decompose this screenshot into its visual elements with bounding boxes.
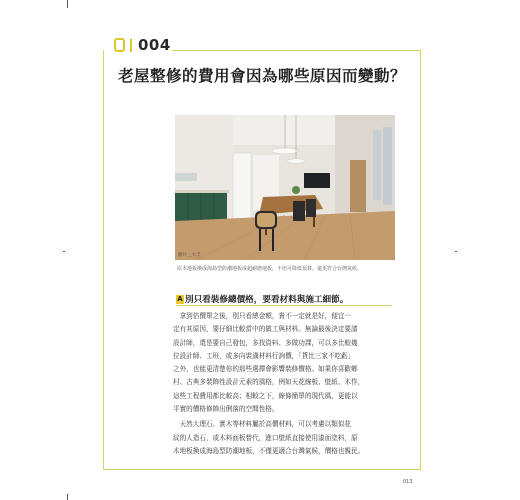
- question-divider: [130, 39, 132, 52]
- body-line: 村、古典多裝飾性設計元素的風格，例如天花線板、壁紙、木作，: [173, 378, 365, 387]
- body-line: 拿到估價單之後，別只看總金額，貴不一定就是好，便宜一: [173, 312, 352, 320]
- crop-mark: [63, 251, 65, 252]
- body-line: 定有其原因，要仔細比較當中的做工與材料。無論最後決定要請: [173, 325, 358, 334]
- question-number: 004: [138, 36, 171, 54]
- answer-heading: [176, 293, 348, 305]
- crop-mark: [455, 251, 457, 252]
- photo-credit: 圖片＿大丰: [178, 253, 201, 258]
- crop-mark: [67, 0, 68, 8]
- body-line: 天然大理石、實木等材料屬於高價材料，可以考慮以類似花: [173, 420, 352, 429]
- photo-caption: 原木地板換成海島型防潮地板或超耐磨地板，不但可降低預算，還更符合台灣氣候。: [177, 266, 363, 272]
- page-frame-top-rule: [172, 50, 421, 51]
- answer-heading-rule: [176, 305, 392, 306]
- body-line: 設計師，還是要自己發包，多找資料、多做功課，可以多比較幾: [173, 338, 358, 347]
- interior-photo: [175, 115, 395, 260]
- question-icon: [114, 38, 125, 52]
- crop-mark: [67, 494, 68, 500]
- answer-badge: A: [177, 295, 183, 303]
- body-line: 這些工程費用都比較高；相較之下，線條簡單的現代風，更能以: [173, 391, 358, 400]
- page-number: 013: [403, 479, 413, 485]
- answer-heading-text: 別只看裝修總價格，要看材料與施工細節。: [185, 295, 349, 305]
- body-line: 紋的人造石，或木料面板替代，進口壁紙直接使用漆面塗料，原: [173, 433, 358, 442]
- body-line: 位設計師、工班，或多向裝潢材料行詢價，「貨比三家不吃虧」: [173, 351, 355, 360]
- body-line: 之外，也能更清楚你的那些選擇會影響裝修價格。如果你喜歡鄉: [173, 365, 358, 374]
- answer-body: [173, 310, 399, 458]
- body-line: 平實的價格修飾出俐落的空間性格。: [173, 405, 279, 414]
- body-line: 木地板換成海島型防潮地板，不僅更適合台灣氣候，價格也親民。: [173, 446, 365, 455]
- page-title: 老屋整修的費用會因為哪些原因而變動？: [117, 67, 406, 85]
